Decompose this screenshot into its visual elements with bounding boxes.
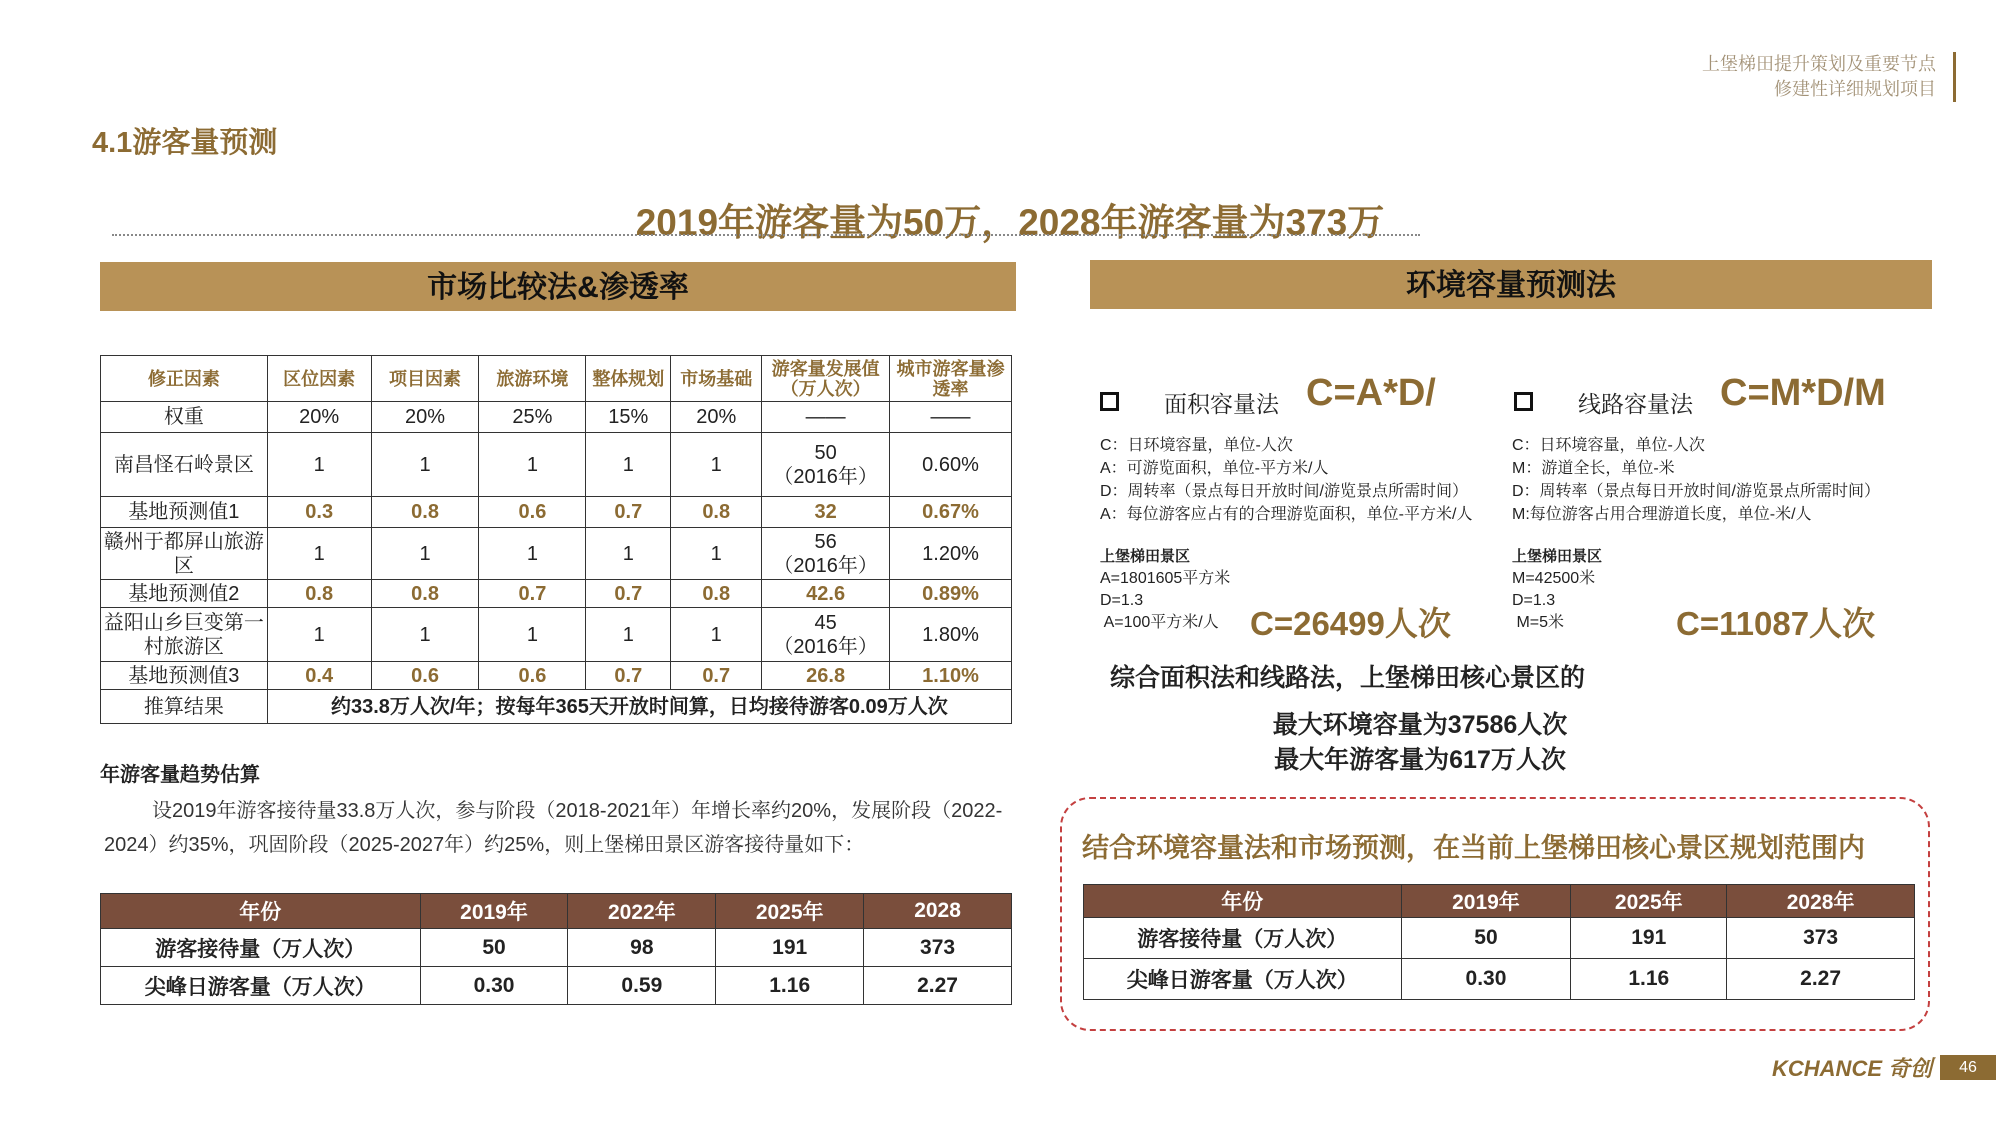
area-result: C=26499人次: [1250, 605, 1451, 642]
table-cell: 1: [586, 433, 671, 497]
table-cell: 基地预测值3: [101, 662, 268, 690]
table-header-row: [1084, 885, 1915, 918]
environment-method-banner: 环境容量预测法: [1090, 260, 1932, 309]
visitor-value: 56: [814, 530, 837, 553]
table-cell: 0.6: [479, 662, 586, 690]
max-annual-visitors: 最大年游客量为617万人次: [1274, 746, 1566, 774]
table-header-cell: 游客量发展值（万人次）: [762, 356, 890, 402]
table-row: [101, 497, 1012, 528]
table-header-cell: 2022年: [568, 894, 716, 929]
definition-line: A：可游览面积，单位-平方米/人: [1100, 460, 1329, 477]
project-title-line1: 上堡梯田提升策划及重要节点: [1702, 54, 1936, 74]
definition-line: A：每位游客应占有的合理游览面积，单位-平方米/人: [1100, 506, 1473, 523]
site-value: A=1801605平方米: [1100, 570, 1231, 587]
table-header-cell: 旅游环境: [479, 356, 586, 402]
route-formula: C=M*D/M: [1720, 372, 1886, 414]
table-cell: 15%: [586, 402, 671, 433]
table-cell: 1: [267, 528, 371, 580]
table-cell: 20%: [371, 402, 479, 433]
synthesis-text: 综合面积法和线路法，上堡梯田核心景区的: [1110, 664, 1586, 692]
table-cell: [762, 433, 890, 497]
table-header-cell: 2028: [864, 894, 1012, 929]
table-cell: 1.16: [1571, 959, 1727, 1000]
conclusion-row: [101, 690, 1012, 724]
market-method-banner: 市场比较法&渗透率: [100, 262, 1016, 311]
table-cell: ——: [762, 402, 890, 433]
table-header-cell: 年份: [101, 894, 421, 929]
table-header-cell: 区位因素: [267, 356, 371, 402]
table-header-row: [101, 356, 1012, 402]
table-cell: 0.7: [586, 662, 671, 690]
table-cell: 1: [586, 608, 671, 662]
table-header-cell: 年份: [1084, 885, 1402, 918]
visitor-year-note: （2016年）: [773, 635, 878, 658]
table-cell: 基地预测值1: [101, 497, 268, 528]
table-cell: 1: [267, 608, 371, 662]
table-header-cell: 2019年: [420, 894, 568, 929]
site-value: A=100平方米/人: [1100, 614, 1219, 631]
table-row: [101, 929, 1012, 967]
combined-title: 结合环境容量法和市场预测，在当前上堡梯田核心景区规划范围内: [1082, 833, 1865, 863]
table-cell: 373: [1727, 918, 1915, 959]
route-site-values: [1512, 546, 1602, 634]
site-value: D=1.3: [1512, 592, 1556, 609]
trend-paragraph: 设2019年游客接待量33.8万人次，参与阶段（2018-2021年）年增长率约20%，发展阶段（2022-2024）约35%，巩固阶段（2025-2027年）约25%，则上堡梯田景区游客接待量如下：: [104, 800, 1003, 856]
table-cell: 基地预测值2: [101, 580, 268, 608]
page-headline: 2019年游客量为50万，2028年游客量为373万: [635, 202, 1385, 243]
capacity-forecast-table: [1083, 884, 1915, 1000]
table-cell: 0.7: [586, 497, 671, 528]
market-comparison-table: [100, 355, 1012, 724]
table-cell: 权重: [101, 402, 268, 433]
weight-row: [101, 402, 1012, 433]
table-row: [101, 433, 1012, 497]
table-cell: 0.6: [371, 662, 479, 690]
table-cell: 1: [586, 528, 671, 580]
visitor-value: 50: [814, 441, 837, 464]
table-cell: 0.8: [267, 580, 371, 608]
site-title: 上堡梯田景区: [1512, 548, 1603, 565]
route-method-label: 线路容量法: [1578, 391, 1693, 417]
table-header-cell: 2019年: [1401, 885, 1571, 918]
table-cell: 50: [1401, 918, 1571, 959]
site-title: 上堡梯田景区: [1100, 548, 1191, 565]
table-cell: [762, 608, 890, 662]
table-cell: 1: [479, 528, 586, 580]
table-cell: 1: [479, 433, 586, 497]
table-cell: 42.6: [762, 580, 890, 608]
table-cell: 南昌怪石岭景区: [101, 433, 268, 497]
area-formula: C=A*D/: [1306, 372, 1436, 414]
table-row: [101, 528, 1012, 580]
visitor-year-note: （2016年）: [773, 465, 878, 488]
definition-line: D：周转率（景点每日开放时间/游览景点所需时间）: [1512, 483, 1881, 500]
table-cell: 0.30: [420, 967, 568, 1005]
table-cell: 1.16: [716, 967, 864, 1005]
table-cell: 0.67%: [890, 497, 1012, 528]
definition-line: C：日环境容量，单位-人次: [1512, 437, 1705, 454]
area-method-label: 面积容量法: [1164, 391, 1279, 417]
table-row: [101, 580, 1012, 608]
table-header-cell: 项目因素: [371, 356, 479, 402]
table-header-cell: 2025年: [716, 894, 864, 929]
route-definitions: [1512, 434, 1880, 526]
table-cell: 1.80%: [890, 608, 1012, 662]
site-value: M=5米: [1512, 614, 1565, 631]
table-cell: 1: [671, 433, 762, 497]
table-cell: 1: [671, 528, 762, 580]
table-cell: 0.59: [568, 967, 716, 1005]
table-cell: 25%: [479, 402, 586, 433]
table-cell: 191: [1571, 918, 1727, 959]
visitor-value: 45: [814, 611, 837, 634]
table-cell: 26.8: [762, 662, 890, 690]
table-cell: 1: [479, 608, 586, 662]
max-environment-capacity: 最大环境容量为37586人次: [1272, 711, 1568, 739]
table-cell: 373: [864, 929, 1012, 967]
table-cell: 1: [267, 433, 371, 497]
table-row: [1084, 918, 1915, 959]
conclusion-text: 约33.8万人次/年；按每年365天开放时间算，日均接待游客0.09万人次: [267, 690, 1011, 724]
table-cell: 游客接待量（万人次）: [1084, 918, 1402, 959]
definition-line: D：周转率（景点每日开放时间/游览景点所需时间）: [1100, 483, 1469, 500]
table-cell: 尖峰日游客量（万人次）: [101, 967, 421, 1005]
table-cell: 0.8: [371, 580, 479, 608]
table-header-cell: 2025年: [1571, 885, 1727, 918]
table-cell: 98: [568, 929, 716, 967]
table-header-row: [101, 894, 1012, 929]
max-capacity-summary: [1100, 708, 1740, 778]
table-cell: 1.10%: [890, 662, 1012, 690]
table-cell: 0.8: [371, 497, 479, 528]
table-cell: 0.6: [479, 497, 586, 528]
header-accent-bar: [1953, 52, 1956, 102]
table-cell: 0.60%: [890, 433, 1012, 497]
conclusion-label: 推算结果: [101, 690, 268, 724]
table-cell: 0.89%: [890, 580, 1012, 608]
table-row: [101, 967, 1012, 1005]
table-cell: 0.3: [267, 497, 371, 528]
table-cell: 50: [420, 929, 568, 967]
table-cell: 0.30: [1401, 959, 1571, 1000]
checkbox-icon: [1100, 392, 1119, 411]
table-cell: 0.7: [586, 580, 671, 608]
site-value: D=1.3: [1100, 592, 1144, 609]
page-number: 46: [1940, 1055, 1996, 1080]
table-cell: 20%: [671, 402, 762, 433]
site-value: M=42500米: [1512, 570, 1596, 587]
route-result: C=11087人次: [1676, 605, 1876, 642]
table-cell: 0.7: [671, 662, 762, 690]
table-header-cell: 修正因素: [101, 356, 268, 402]
project-title-line2: 修建性详细规划项目: [1774, 79, 1936, 99]
definition-line: M：游道全长，单位-米: [1512, 460, 1675, 477]
table-cell: ——: [890, 402, 1012, 433]
table-row: [1084, 959, 1915, 1000]
table-header-cell: 2028年: [1727, 885, 1915, 918]
area-definitions: [1100, 434, 1472, 526]
checkbox-icon: [1514, 392, 1533, 411]
table-cell: 1: [671, 608, 762, 662]
definition-line: M:每位游客占用合理游道长度，单位-米/人: [1512, 506, 1812, 523]
table-row: [101, 662, 1012, 690]
table-cell: 191: [716, 929, 864, 967]
table-cell: 1: [371, 433, 479, 497]
project-title: [1702, 52, 1936, 102]
table-header-cell: 城市游客量渗透率: [890, 356, 1012, 402]
trend-title: 年游客量趋势估算: [100, 764, 260, 786]
section-title: 4.1游客量预测: [92, 127, 278, 159]
table-cell: [762, 528, 890, 580]
table-header-cell: 整体规划: [586, 356, 671, 402]
table-cell: 2.27: [864, 967, 1012, 1005]
table-cell: 1: [371, 608, 479, 662]
table-cell: 1.20%: [890, 528, 1012, 580]
area-site-values: [1100, 546, 1230, 634]
table-cell: 赣州于都屏山旅游区: [101, 528, 268, 580]
brand-logo: KCHANCE 奇创: [1772, 1056, 1933, 1081]
table-cell: 尖峰日游客量（万人次）: [1084, 959, 1402, 1000]
visitor-growth-table: [100, 893, 1012, 1005]
table-cell: 0.8: [671, 497, 762, 528]
headline-divider: [112, 234, 1420, 236]
table-cell: 益阳山乡巨变第一村旅游区: [101, 608, 268, 662]
table-cell: 0.4: [267, 662, 371, 690]
table-cell: 0.7: [479, 580, 586, 608]
table-header-cell: 市场基础: [671, 356, 762, 402]
table-cell: 游客接待量（万人次）: [101, 929, 421, 967]
definition-line: C：日环境容量，单位-人次: [1100, 437, 1293, 454]
visitor-year-note: （2016年）: [773, 554, 878, 577]
table-cell: 32: [762, 497, 890, 528]
table-row: [101, 608, 1012, 662]
table-cell: 2.27: [1727, 959, 1915, 1000]
table-cell: 1: [371, 528, 479, 580]
table-cell: 20%: [267, 402, 371, 433]
table-cell: 0.8: [671, 580, 762, 608]
